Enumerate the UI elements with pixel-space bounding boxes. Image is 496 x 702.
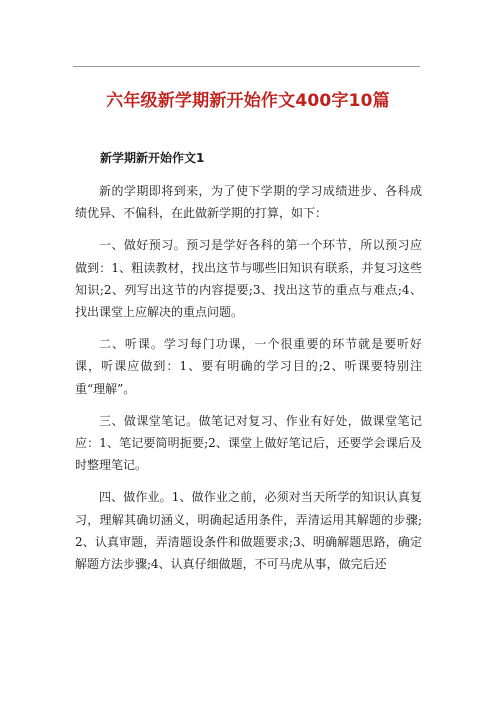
paragraph-preview: 一、做好预习。预习是学好各科的第一个环节，所以预习应做到：1、粗读教材，找出这节与哪些旧知识有联系，并复习这些知识;2、列写出这节的内容提要;3、找出这节的重点与难点;4、找出课堂上应解决的重点问题。 (75, 238, 422, 320)
document-body (75, 180, 422, 585)
paragraph-intro: 新的学期即将到来，为了使下学期的学习成绩进步、各科成绩优异、不偏科，在此做新学期的打算，如下： (75, 184, 422, 221)
header-rule (73, 66, 420, 67)
paragraph-listening: 二、听课。学习每门功课，一个很重要的环节就是要听好课，听课应做到：1、要有明确的学习目的;2、听课要特别注重“理解”。 (75, 337, 422, 396)
section-heading: 新学期新开始作文1 (100, 151, 205, 165)
paragraph-homework: 四、做作业。1、做作业之前，必须对当天所学的知识认真复习，理解其确切涵义，明确起适用条件，弄清运用其解题的步骤;2、认真审题，弄清题设条件和做题要求;3、明确解题思路，确定解题方法步骤;4、认真仔细做题，不可马虎从事，做完后还 (75, 490, 422, 572)
paragraph-notes: 三、做课堂笔记。做笔记对复习、作业有好处，做课堂笔记应：1、笔记要简明扼要;2、课堂上做好笔记后，还要学会课后及时整理笔记。 (75, 413, 422, 473)
document-title: 六年级新学期新开始作文400字10篇 (106, 91, 390, 111)
